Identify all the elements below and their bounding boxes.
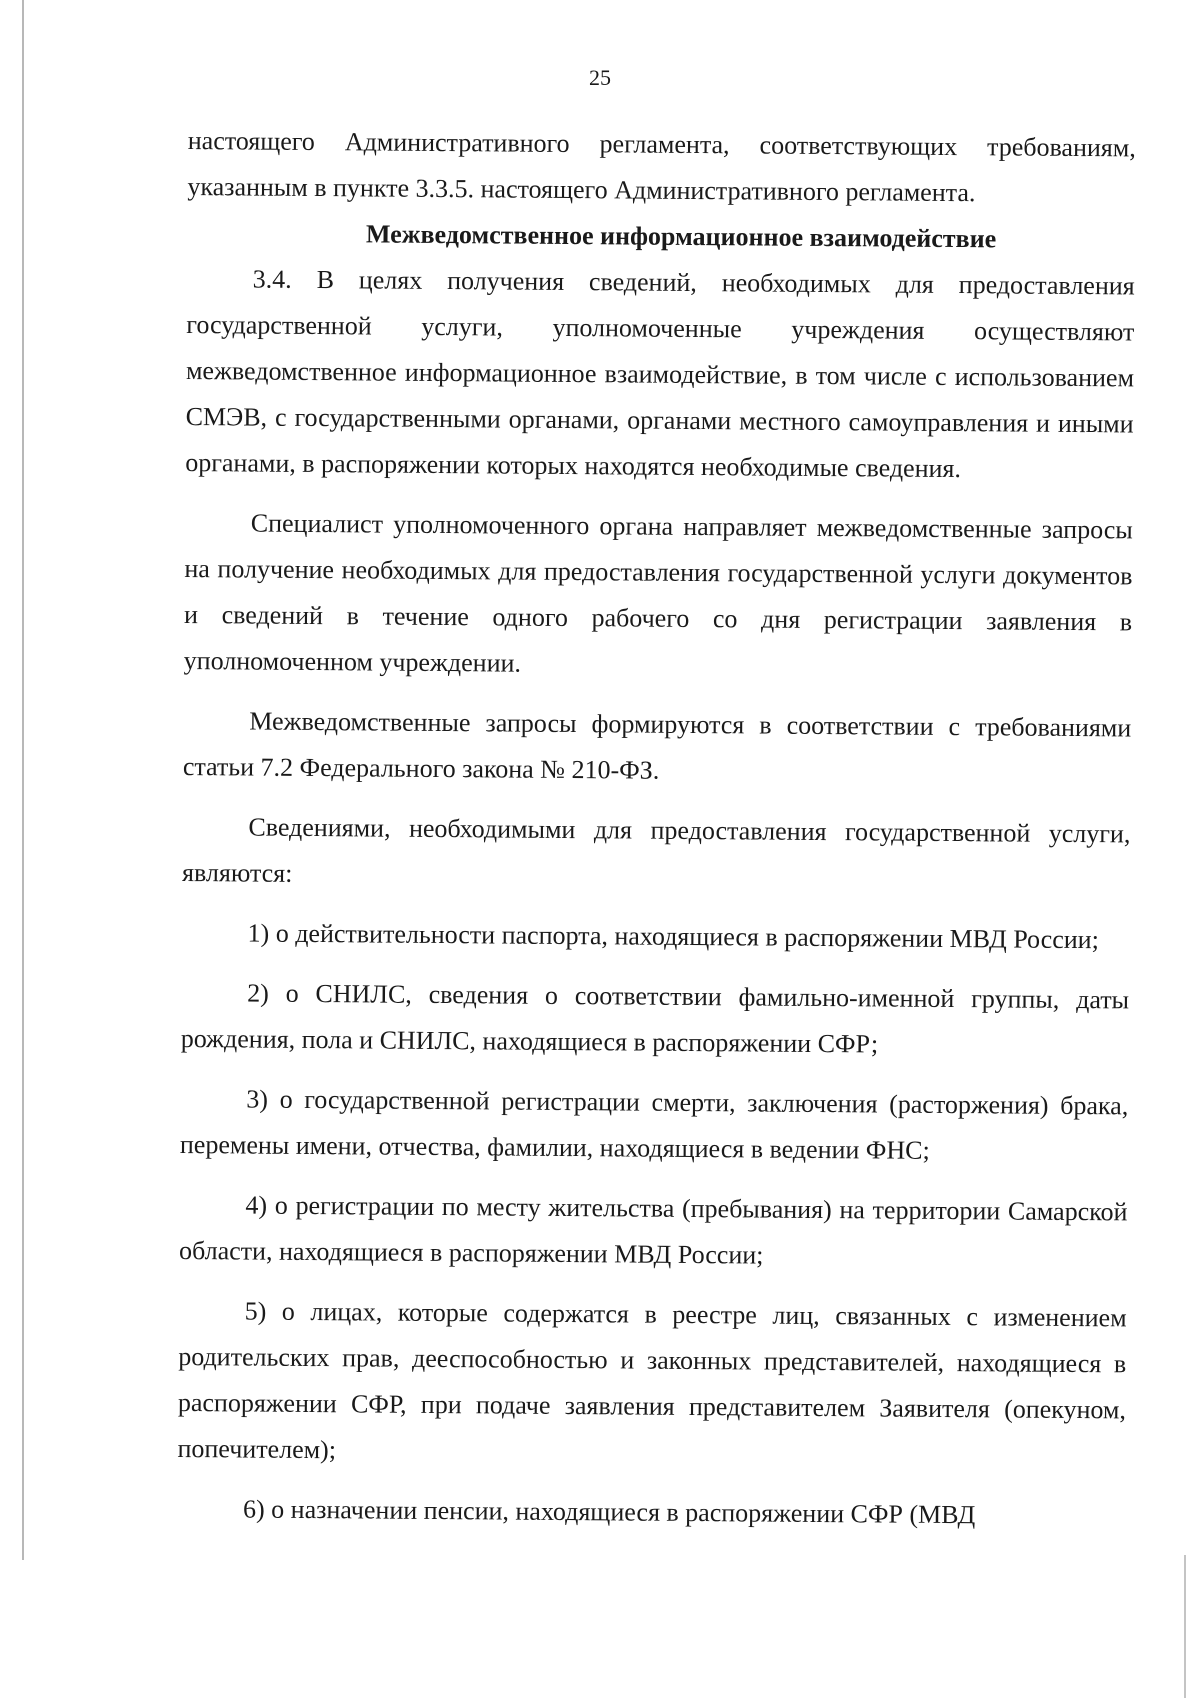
page-edge-right	[1184, 1555, 1186, 1698]
list-item-6: 6) о назначении пенсии, находящиеся в распоряжении СФР (МВД	[242, 1494, 976, 1530]
list-item-1: 1) о действительности паспорта, находящиеся в распоряжении МВД России;	[247, 918, 1099, 955]
paragraph-specialist: Специалист уполномоченного органа направляет межведомственные запросы на получение необходимых для предоставления государственной услуги документов и сведений в течение одного рабочего со дня регистрации заявления в уполномоченном учреждении.	[183, 508, 1133, 678]
page-edge-left	[22, 0, 24, 1560]
paragraph-3-4: 3.4. В целях получения сведений, необходимых для предоставления государственной услуги, уполномоченные учреждения осуществляют межведомственное информационное взаимодействие, в том числе с использованием СМЭВ, с государственными органами, органами местного самоуправления и иными органами, в распоряжении которых находятся необходимые сведения.	[185, 264, 1135, 484]
paragraph-requests: Межведомственные запросы формируются в соответствии с требованиями статьи 7.2 Федерального закона № 210-ФЗ.	[182, 706, 1132, 785]
document-body	[177, 118, 1136, 1539]
paragraph-continuation: настоящего Административного регламента, соответствующих требованиям, указанным в пункте 3.3.5. настоящего Административного регламента.	[187, 125, 1136, 208]
list-item-4: 4) о регистрации по месту жительства (пребывания) на территории Самарской области, находящиеся в распоряжении МВД России;	[178, 1190, 1128, 1270]
paragraph-info-list-intro: Сведениями, необходимыми для предоставления государственной услуги, являются:	[181, 812, 1131, 888]
section-heading: Межведомственное информационное взаимодействие	[365, 219, 997, 254]
page-number: 25	[589, 65, 611, 90]
list-item-3: 3) о государственной регистрации смерти, заключения (расторжения) брака, перемены имени, отчества, фамилии, находящиеся в ведении ФНС;	[179, 1084, 1129, 1165]
list-item-5: 5) о лицах, которые содержатся в реестре лиц, связанных с изменением родительских прав, дееспособностью и законных представителей, находящиеся в распоряжении СФР, при подаче заявления представителем Заявителя (опекуном, попечителем);	[177, 1296, 1127, 1465]
list-item-2: 2) о СНИЛС, сведения о соответствии фамильно-именной группы, даты рождения, пола и СНИЛС, находящиеся в распоряжении СФР;	[180, 978, 1130, 1059]
